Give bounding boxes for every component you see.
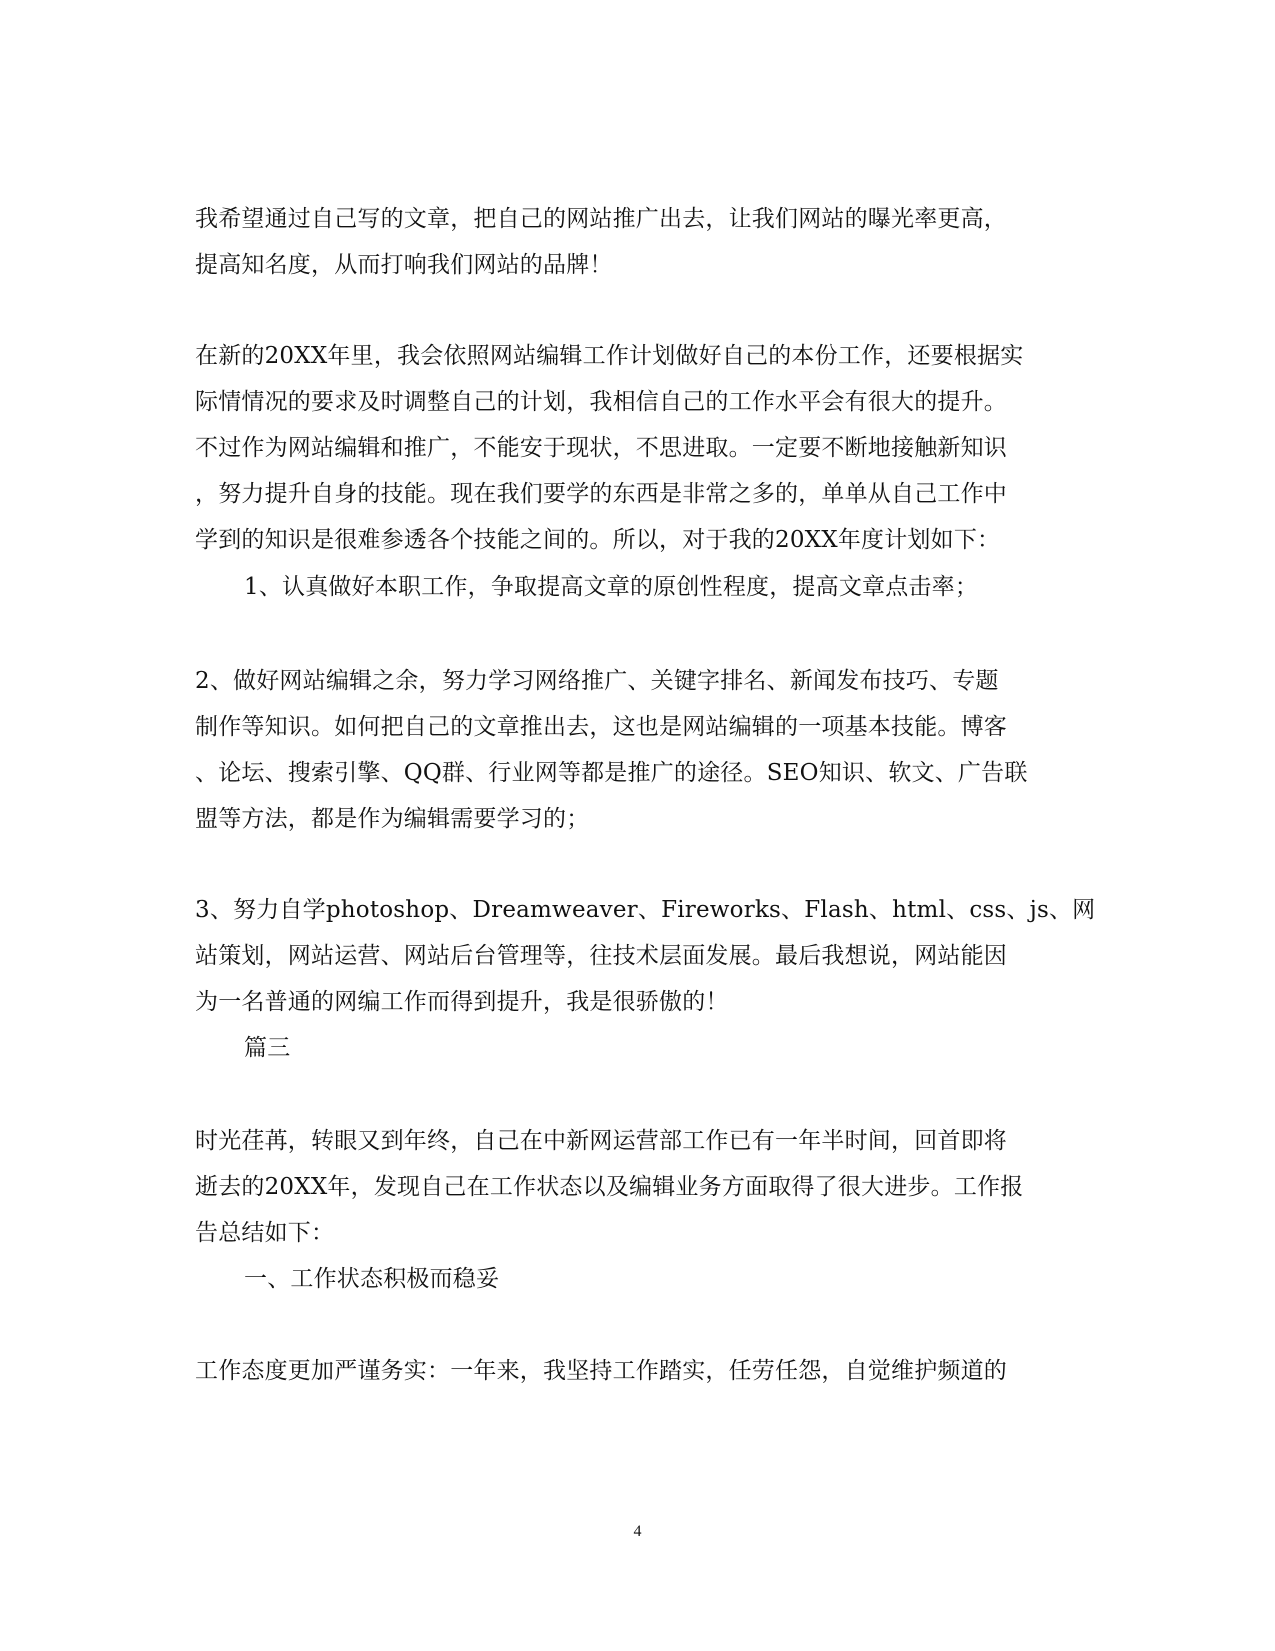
text-line: 、论坛、搜索引擎、QQ群、行业网等都是推广的途径。SEO知识、软文、广告联 [195, 760, 1028, 786]
text-line: 我希望通过自己写的文章，把自己的网站推广出去，让我们网站的曝光率更高， [195, 206, 1007, 232]
text-line: 2、做好网站编辑之余，努力学习网络推广、关键字排名、新闻发布技巧、专题 [195, 668, 999, 694]
page-number: 4 [633, 1523, 642, 1540]
text-line: 逝去的20XX年，发现自己在工作状态以及编辑业务方面取得了很大进步。工作报 [195, 1174, 1024, 1200]
text-line: 告总结如下： [195, 1220, 335, 1246]
text-line: 工作态度更加严谨务实：一年来，我坚持工作踏实，任劳任怨，自觉维护频道的 [195, 1358, 1007, 1384]
text-line: 时光荏苒，转眼又到年终，自己在中新网运营部工作已有一年半时间，回首即将 [195, 1128, 1007, 1154]
section-heading: 篇三 [244, 1035, 291, 1061]
text-line: 站策划，网站运营、网站后台管理等，往技术层面发展。最后我想说，网站能因 [195, 943, 1007, 969]
text-line: 盟等方法，都是作为编辑需要学习的； [195, 806, 590, 832]
text-line: 在新的20XX年里，我会依照网站编辑工作计划做好自己的本份工作，还要根据实 [195, 343, 1024, 369]
text-line: 际情情况的要求及时调整自己的计划，我相信自己的工作水平会有很大的提升。 [195, 389, 1007, 415]
text-line: 学到的知识是很难参透各个技能之间的。所以，对于我的20XX年度计划如下： [195, 527, 1001, 553]
text-line: 3、努力自学photoshop、Dreamweaver、Fireworks、Flash、html、css、js、网 [195, 897, 1096, 923]
text-line: 为一名普通的网编工作而得到提升，我是很骄傲的！ [195, 989, 729, 1015]
list-item: 1、认真做好本职工作，争取提高文章的原创性程度，提高文章点击率； [244, 574, 979, 600]
text-line: ，努力提升自身的技能。现在我们要学的东西是非常之多的，单单从自己工作中 [195, 481, 1007, 507]
text-line: 提高知名度，从而打响我们网站的品牌！ [195, 252, 613, 278]
subsection-heading: 一、工作状态积极而稳妥 [244, 1266, 500, 1292]
text-line: 不过作为网站编辑和推广，不能安于现状，不思进取。一定要不断地接触新知识 [195, 435, 1007, 461]
text-line: 制作等知识。如何把自己的文章推出去，这也是网站编辑的一项基本技能。博客 [195, 714, 1007, 740]
